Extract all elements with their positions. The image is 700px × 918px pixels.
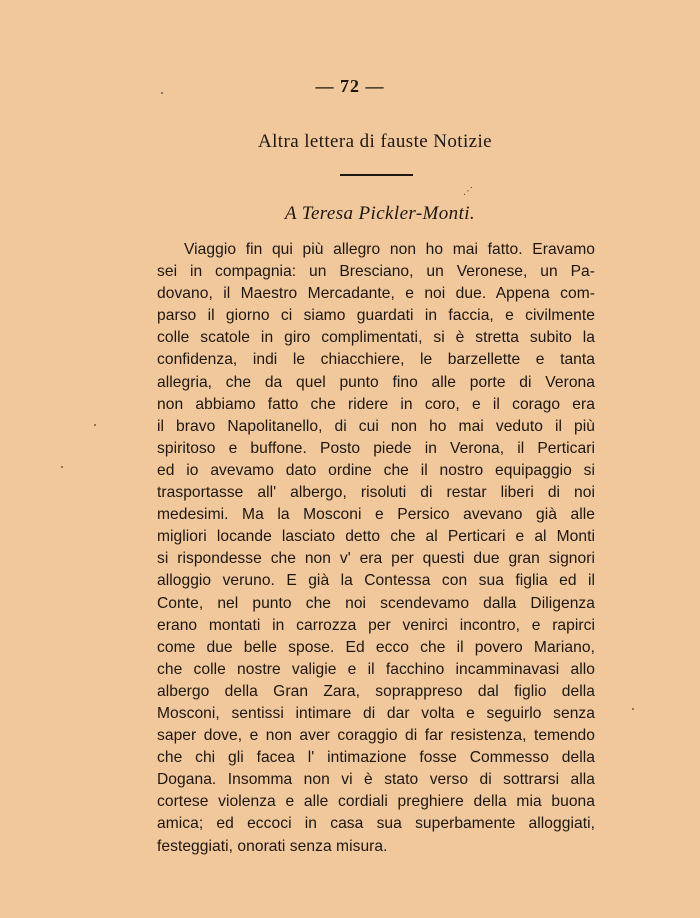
body-line: ed io avevamo dato ordine che il nostro equipaggio si — [157, 461, 595, 479]
title-rule — [340, 174, 413, 176]
body-line: trasportasse all' albergo, risoluti di restar liberi di noi — [157, 484, 595, 502]
body-line: Conte, nel punto che noi scendevamo dalla Diligenza — [157, 594, 595, 612]
body-line: confidenza, indi le chiacchiere, le barzellette e tanta — [157, 351, 595, 369]
body-line: si rispondesse che non v' era per questi due gran signori — [157, 550, 595, 568]
body-line: albergo della Gran Zara, soprappreso dal figlio della — [157, 682, 595, 700]
paper-speck — [61, 466, 63, 468]
body-line: allegria, che da quel punto fino alle porte di Verona — [157, 373, 595, 391]
body-line: Mosconi, sentissi intimare di dar volta e seguirlo senza — [157, 704, 595, 722]
paper-speck — [94, 424, 96, 426]
body-line: che chi gli facea l' intimazione fosse Commesso della — [157, 749, 595, 767]
body-line: non abbiamo fatto che ridere in coro, e il corago era — [157, 395, 595, 413]
body-line: il bravo Napolitanello, di cui non ho mai veduto il più — [157, 417, 595, 435]
page-number: — 72 — — [315, 76, 385, 96]
body-line: come due belle spose. Ed ecco che il povero Mariano, — [157, 638, 595, 656]
paper-speck — [632, 708, 634, 710]
paper-speck — [161, 92, 163, 94]
body-line: amica; ed eccoci in casa sua superbamente alloggiati, — [157, 815, 595, 833]
body-line: migliori locande lasciato detto che al Perticari e al Monti — [157, 528, 595, 546]
body-line: che colle nostre valigie e il facchino incamminavasi allo — [157, 660, 595, 678]
body-line: medesimi. Ma la Mosconi e Persico avevano già alle — [157, 506, 595, 524]
body-line: parso il giorno ci siamo guardati in faccia, e civilmente — [157, 307, 595, 325]
letter-salutation: A Teresa Pickler-Monti. — [284, 203, 476, 224]
body-line: cortese violenza e alle cordiali preghiere della mia buona — [157, 793, 595, 811]
body-line: colle scatole in giro complimentati, si è stretta subito la — [157, 329, 595, 347]
body-line: Dogana. Insomma non vi è stato verso di sottrarsi alla — [157, 771, 595, 789]
stray-mark-icon: ⋰ — [463, 186, 473, 197]
letter-body — [157, 239, 595, 858]
body-line: Viaggio fin qui più allegro non ho mai fatto. Eravamo — [184, 241, 595, 258]
body-line: erano montati in carrozza per venirci incontro, e rapirci — [157, 616, 595, 634]
body-line: dovano, il Maestro Mercadante, e noi due. Appena com- — [157, 285, 595, 303]
body-line: saper dove, e non aver coraggio di far resistenza, temendo — [157, 727, 595, 745]
letter-title: Altra lettera di fauste Notizie — [258, 131, 492, 152]
body-line: spiritoso e buffone. Posto piede in Verona, il Perticari — [157, 439, 595, 457]
body-line: festeggiati, onorati senza misura. — [157, 837, 388, 855]
body-line: alloggio veruno. E già la Contessa con sua figlia ed il — [157, 572, 595, 590]
body-line: sei in compagnia: un Bresciano, un Veronese, un Pa- — [157, 263, 595, 281]
